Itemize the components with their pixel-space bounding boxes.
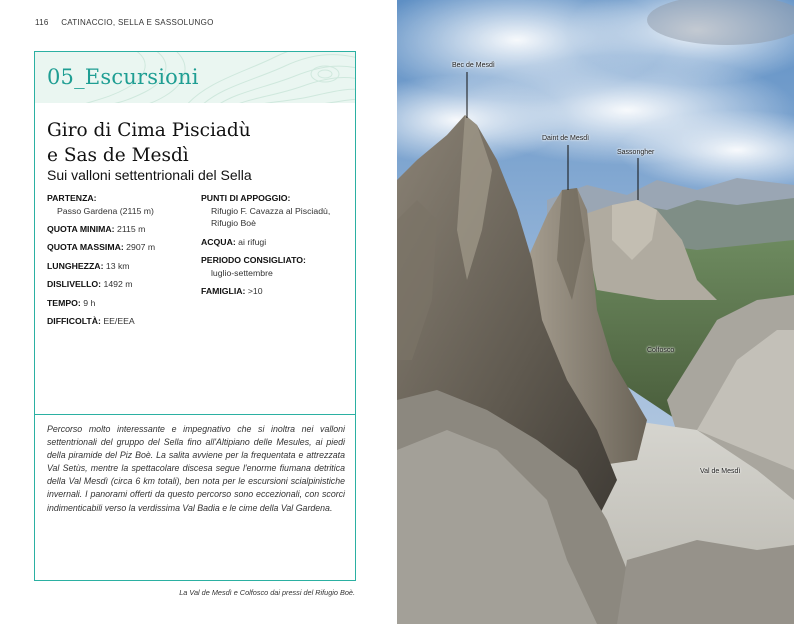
fact-value: Rifugio Boè — [211, 218, 256, 229]
fact-acqua — [201, 236, 351, 249]
fact-label: ACQUA: — [201, 236, 236, 247]
fact-punti-appoggio — [201, 192, 351, 230]
running-title: CATINACCIO, SELLA E SASSOLUNGO — [61, 18, 214, 27]
fact-periodo — [201, 254, 351, 279]
fact-label: PARTENZA: — [47, 193, 97, 203]
fact-value: EE/EEA — [103, 315, 135, 326]
facts-right-column — [201, 192, 351, 303]
photo-label-bec: Bec de Mesdì — [452, 62, 495, 69]
photo-page — [397, 0, 794, 624]
fact-value: >10 — [247, 285, 263, 296]
route-title — [47, 118, 347, 168]
fact-quota-massima — [47, 241, 197, 254]
fact-value: ai rifugi — [238, 236, 267, 247]
facts-left-column — [47, 192, 197, 333]
photo-label-sassongher: Sassongher — [617, 149, 655, 156]
section-header — [35, 52, 355, 103]
fact-tempo — [47, 297, 197, 310]
fact-quota-minima — [47, 223, 197, 236]
fact-label: DISLIVELLO: — [47, 279, 102, 290]
fact-label: PUNTI DI APPOGGIO: — [201, 193, 291, 203]
route-description: Percorso molto interessante e impegnativo che si inoltra nei valloni settentrionali del gruppo del Sella fino all'Altipiano delle Mesules, ai piedi della piramide del Piz Boè. La salita avviene per la frequentata e attrezzata Val Setùs, mentre la spettacolare discesa segue l'enorme fiumana detritica della Val Mesdì (circa 6 km totali), ben nota per le escursioni scialpinistiche invernali. I panorami offerti da questo percorso sono eccezionali, con scorci indimenticabili verso la verdissima Val Badia e le cime della Val Gardena. — [47, 424, 345, 513]
fact-difficolta — [47, 315, 197, 328]
fact-value: Rifugio F. Cavazza al Pisciadù, — [211, 205, 331, 216]
fact-value: luglio-settembre — [211, 267, 273, 278]
fact-value: 2115 m — [116, 223, 146, 234]
fact-label: FAMIGLIA: — [201, 285, 246, 296]
route-card — [34, 51, 356, 581]
photo-caption: La Val de Mesdì e Colfosco dai pressi del Rifugio Boè. — [179, 588, 355, 597]
fact-value: 13 km — [105, 260, 130, 271]
fact-value: 9 h — [83, 297, 96, 308]
fact-label: TEMPO: — [47, 297, 81, 308]
fact-label: QUOTA MINIMA: — [47, 223, 115, 234]
page-number: 116 — [35, 18, 49, 27]
fact-value: 1492 m — [103, 279, 133, 290]
fact-value: Passo Gardena (2115 m) — [57, 205, 154, 216]
photo-label-colfosco: Colfosco — [647, 347, 675, 354]
section-title: 05_Escursioni — [47, 65, 199, 89]
fact-partenza — [47, 192, 197, 217]
mountain-photo — [397, 0, 794, 624]
fact-dislivello — [47, 278, 197, 291]
photo-label-val: Val de Mesdì — [700, 468, 741, 475]
fact-label: DIFFICOLTÀ: — [47, 315, 101, 326]
fact-lunghezza — [47, 260, 197, 273]
fact-label: QUOTA MASSIMA: — [47, 242, 124, 253]
fact-value: 2907 m — [126, 242, 156, 253]
fact-label: LUNGHEZZA: — [47, 260, 104, 271]
fact-label: PERIODO CONSIGLIATO: — [201, 254, 306, 265]
fact-famiglia — [201, 285, 351, 298]
route-title-line2: e Sas de Mesdì — [47, 145, 189, 166]
running-head — [35, 18, 214, 27]
card-divider — [35, 414, 355, 415]
route-subtitle: Sui valloni settentrionali del Sella — [47, 167, 252, 183]
route-title-line1: Giro di Cima Pisciadù — [47, 120, 251, 141]
photo-label-daint: Daint de Mesdì — [542, 135, 590, 142]
